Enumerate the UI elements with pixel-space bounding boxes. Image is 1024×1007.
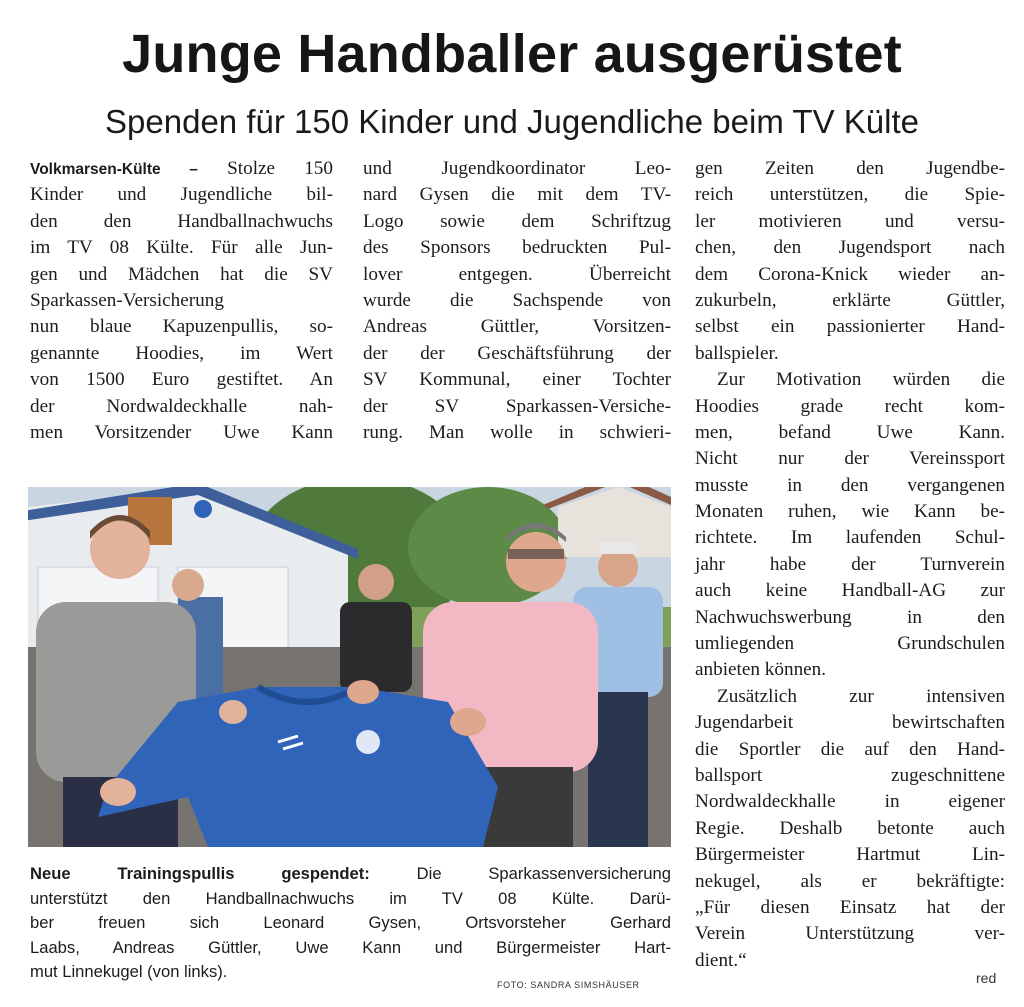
column-line: „Für diesen Einsatz hat der [695,896,1005,918]
column-line: Hoodies grade recht kom- [695,395,1005,417]
column-line: wurde die Sachspende von [363,289,671,311]
column-line: genannte Hoodies, im Wert [30,342,333,364]
column-line: Andreas Güttler, Vorsitzen- [363,316,671,338]
column-line: Logo sowie dem Schriftzug [363,210,671,232]
column-line: zukurbeln, erklärte Güttler, [695,289,1005,311]
column-line: jahr habe der Turnverein [695,553,1005,575]
column-line: nekugel, als er bekräftigte: [695,870,1005,892]
article-column-1 [30,156,333,446]
column-line: den den Handballnachwuchs [30,210,333,232]
dateline: Volkmarsen-Külte – [30,161,198,178]
column-line: Zur Motivation würden die [717,369,1005,391]
column-line: rung. Man wolle in schwieri- [363,421,671,443]
column-line: Regie. Deshalb betonte auch [695,817,1005,839]
column-line: dem Corona-Knick wieder an- [695,263,1005,285]
column-line: men Vorsitzender Uwe Kann [30,421,333,443]
caption-line: unterstützt den Handballnachwuchs im TV 08 Külte. Darü- [30,888,671,908]
column-line: von 1500 Euro gestiftet. An [30,369,333,391]
column-line: Kinder und Jugendliche bil- [30,184,333,206]
column-line: Zusätzlich zur intensiven [717,685,1005,707]
column-line: ballsport zugeschnittene [695,764,1005,786]
column-line: Nordwaldeckhalle in eigener [695,791,1005,813]
article-column-2 [363,156,671,446]
column-line: ballspieler. [695,342,779,364]
caption-line: Laabs, Andreas Güttler, Uwe Kann und Bürgermeister Hart- [30,937,671,957]
column-line: auch keine Handball-AG zur [695,580,1005,602]
column-line: im TV 08 Külte. Für alle Jun- [30,237,333,259]
column-line: Nachwuchswerbung in den [695,606,1005,628]
column-line: und Jugendkoordinator Leo- [363,158,671,179]
column-line: Sparkassen-Versicherung [30,289,224,311]
column-line: der Nordwaldeckhalle nah- [30,395,333,417]
caption-line: ber freuen sich Leonard Gysen, Ortsvorsteher Gerhard [30,913,671,932]
column-line: gen Zeiten den Jugendbe- [695,158,1005,179]
column-line: Bürgermeister Hartmut Lin- [695,844,1005,866]
column-line: Jugendarbeit bewirtschaften [695,712,1005,734]
headline: Junge Handballer ausgerüstet [122,24,902,84]
caption-lead: Neue Trainingspullis gespendet: [30,864,370,883]
column-line: dient.“ [695,949,747,971]
column-line: umliegenden Grundschulen [695,633,1005,655]
column-line: Nicht nur der Vereinssport [695,448,1005,470]
column-line: nard Gysen die mit dem TV- [363,184,671,206]
caption-line: mut Linnekugel (von links). [30,962,228,981]
column-line: musste in den vergangenen [695,474,1005,496]
column-line: Monaten ruhen, wie Kann be- [695,501,1005,523]
column-line: ler motivieren und versu- [695,210,1005,232]
column-line: Verein Unterstützung ver- [695,923,1005,945]
column-line: men, befand Uwe Kann. [695,421,1005,443]
column-line: gen und Mädchen hat die SV [30,263,333,285]
caption-line: Neue Trainingspullis gespendet: Die Sparkassenversicherung [30,864,671,883]
column-line: richtete. Im laufenden Schul- [695,527,1005,549]
column-line: des Sponsors bedruckten Pul- [363,237,671,259]
article-photo [28,487,671,847]
column-line: nun blaue Kapuzenpullis, so- [30,316,333,338]
photo-credit: FOTO: SANDRA SIMSHÄUSER [497,980,640,990]
column-line: selbst ein passionierter Hand- [695,316,1005,338]
author-tag: red [976,970,997,986]
subheadline: Spenden für 150 Kinder und Jugendliche beim TV Külte [105,103,919,140]
column-line: der der Geschäftsführung der [363,342,671,364]
column-line: anbieten können. [695,659,827,681]
column-line: die Sportler die auf den Hand- [695,738,1005,760]
column-line: Volkmarsen-Külte – Stolze 150 [30,158,333,179]
column-line: SV Kommunal, einer Tochter [363,369,671,391]
column-line: reich unterstützen, die Spie- [695,184,1005,206]
article-column-3 [695,156,1005,974]
photo-caption [30,862,671,985]
column-line: lover entgegen. Überreicht [363,263,671,285]
column-line: der SV Sparkassen-Versiche- [363,395,671,417]
photo-illustration [28,487,671,847]
column-line: chen, den Jugendsport nach [695,237,1005,259]
